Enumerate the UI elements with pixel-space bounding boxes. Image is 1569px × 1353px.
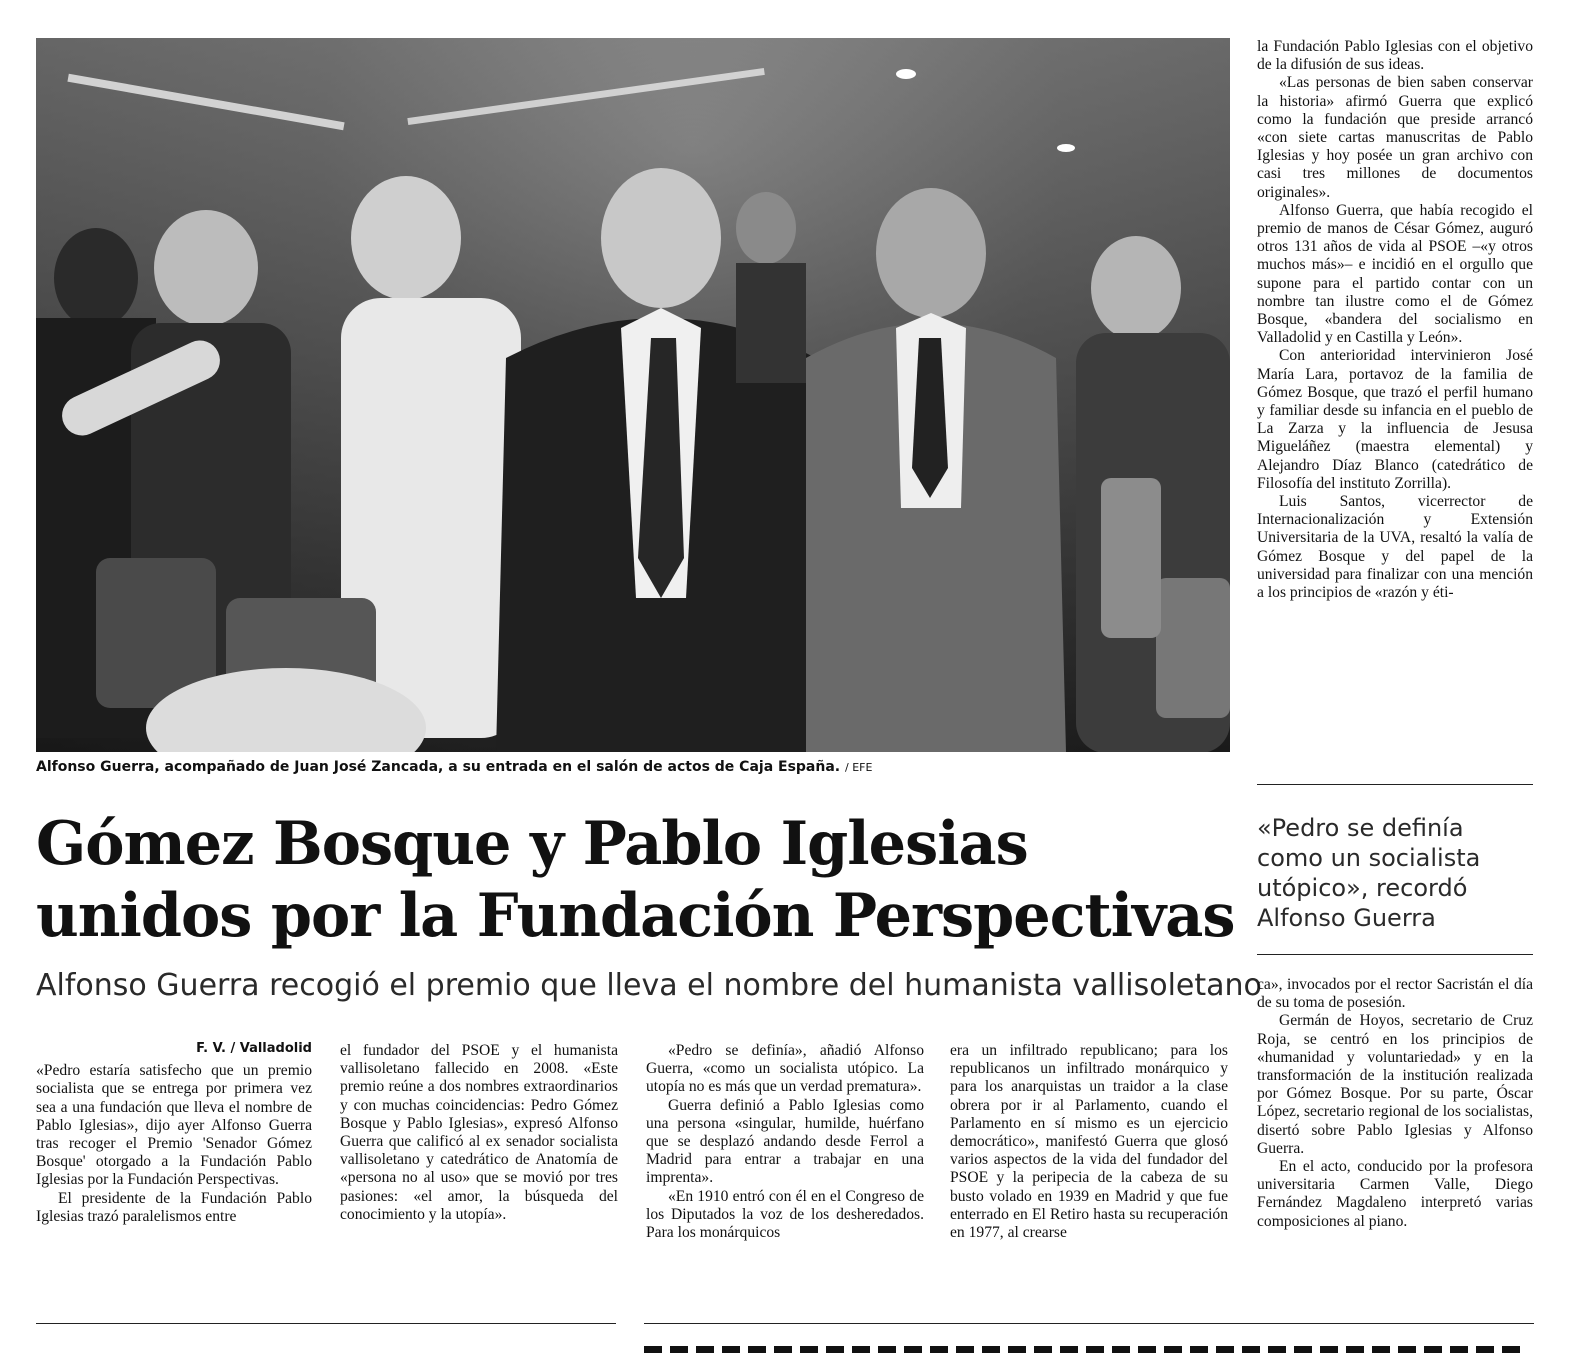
body-column-4 [950,1042,1228,1304]
body-column-3 [646,1042,924,1304]
headline-line-2: unidos por la Fundación Perspectivas [36,881,1235,951]
right-column-top [1257,38,1533,764]
paragraph: ca», invocados por el rector Sacristán el día de su toma de posesión. [1257,976,1533,1012]
subheadline: Alfonso Guerra recogió el premio que lleva el nombre del humanista vallisoletano [36,968,1262,1003]
divider-rule [1257,954,1533,955]
photo-caption [36,759,1230,775]
divider-rule [1257,784,1533,785]
paragraph: era un infiltrado republicano; para los republicanos un infiltrado monárquico y para los anarquistas un traidor a la clase obrera por ir al Parlamento, cuando el Parlamento en sí mismo es un ejercicio democrático», manifestó Guerra que glosó varios aspectos de la vida del fundador del PSOE y la peripecia de la cabeza de su busto volado en 1939 en Madrid y que fue enterrado en El Retiro hasta su recuperación en 1977, al crearse [950,1042,1228,1242]
paragraph: El presidente de la Fundación Pablo Iglesias trazó paralelismos entre [36,1189,312,1225]
paragraph: Guerra definió a Pablo Iglesias como una persona «singular, humilde, huérfano que se desplazó andando desde Ferrol a Madrid para entrar a trabajar en una imprenta». [646,1096,924,1187]
body-column-2 [340,1042,618,1304]
paragraph: «Pedro estaría satisfecho que un premio socialista que se entrega por primera vez sea a una fundación que lleva el nombre de Pablo Iglesias», dijo ayer Alfonso Guerra tras recoger el Premio 'Senador Gómez Bosque' otorgado a la Fundación Pablo Iglesias por la Fundación Perspectivas. [36,1062,312,1189]
paragraph: la Fundación Pablo Iglesias con el objetivo de la difusión de sus ideas. [1257,38,1533,74]
headline [36,808,1235,952]
paragraph: Con anterioridad intervinieron José María Lara, portavoz de la familia de Gómez Bosque, que trazó el perfil humano y familiar desde su infancia en el pueblo de La Zarza y la influencia de Jesusa Migueláñez (maestra elemental) y Alejandro Díaz Blanco (catedrático de Filosofía del instituto Zorrilla). [1257,347,1533,492]
paragraph: «En 1910 entró con él en el Congreso de los Diputados la voz de los desheredados. Para los monárquicos [646,1187,924,1242]
decorative-dash-border [644,1343,1534,1353]
paragraph: Alfonso Guerra, que había recogido el premio de manos de César Gómez, auguró otros 131 años de vida al PSOE –«y otros muchos más»– e incidió en el orgullo que supone para el partido contar con un nombre tan ilustre como el de Gómez Bosque, «bandera del socialismo en Valladolid y en Castilla y León». [1257,201,1533,347]
headline-line-1: Gómez Bosque y Pablo Iglesias [36,809,1028,879]
paragraph: Germán de Hoyos, secretario de Cruz Roja, se centró en los principios de «humanidad y voluntariedad» y en la transformación de la institución realizada por Gómez Bosque. Por su parte, Óscar López, secretario regional de los socialistas, disertó sobre Pablo Iglesias y Alfonso Guerra. [1257,1012,1533,1157]
photo-credit: / EFE [845,761,873,774]
paragraph: En el acto, conducido por la profesora universitaria Carmen Valle, Diego Fernández Magdaleno interpretó varias composiciones al piano. [1257,1158,1533,1230]
paragraph: «Pedro se definía», añadió Alfonso Guerra, «como un socialista utópico. La utopía no es más que un verdad prematura». [646,1042,924,1096]
paragraph: el fundador del PSOE y el humanista vallisoletano fallecido en 2008. «Este premio reúne a dos nombres extraordinarios y con muchas coincidencias: Pedro Gómez Bosque y Pablo Iglesias», expresó Alfonso Guerra que calificó al ex senador socialista vallisoletano y catedrático de Anatomía de «persona no al uso» que se movió por tres pasiones: «el amor, la búsqueda del conocimiento y la utopía». [340,1042,618,1223]
right-column-bottom [1257,976,1533,1306]
paragraph: Luis Santos, vicerrector de Internacionalización y Extensión Universitaria de la UVA, resaltó la valía de Gómez Bosque y del papel de la universidad para finalizar con una mención a los principios de «razón y éti- [1257,493,1533,602]
bottom-rule-left [36,1323,616,1324]
caption-text: Alfonso Guerra, acompañado de Juan José Zancada, a su entrada en el salón de actos de Caja España. [36,759,841,775]
news-photo [36,38,1230,752]
body-column-1 [36,1040,312,1302]
photo-illustration [36,38,1230,752]
byline: F. V. / Valladolid [196,1041,312,1056]
pull-quote: «Pedro se definía como un socialista utópico», recordó Alfonso Guerra [1257,814,1481,932]
bottom-rule-right [644,1323,1534,1324]
paragraph: «Las personas de bien saben conservar la historia» afirmó Guerra que explicó como la fundación que preside arrancó «con siete cartas manuscritas de Pablo Iglesias y hoy posée un gran archivo con casi tres millones de documentos originales». [1257,74,1533,201]
